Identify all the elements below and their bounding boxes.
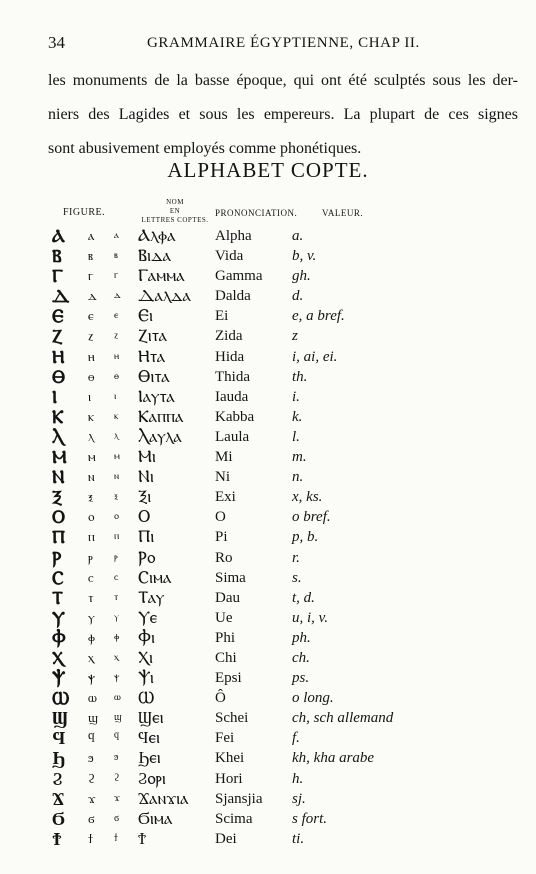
coptic-name: Ϭⲓⲙⲁ	[138, 808, 173, 828]
table-row	[0, 789, 536, 809]
figure-medium: ⲍ	[88, 328, 94, 344]
pronunciation: Hori	[215, 770, 243, 787]
figure-small: ⲏ	[114, 350, 120, 362]
coptic-name: Ⲓⲁⲩⲧⲁ	[138, 386, 175, 406]
running-title: GRAMMAIRE ÉGYPTIENNE, CHAP II.	[147, 35, 420, 51]
figure-medium: ϩ	[88, 770, 96, 786]
figure-large: Ⲙ	[52, 447, 67, 468]
pronunciation: Ô	[215, 690, 226, 707]
table-row	[0, 568, 536, 588]
column-header-value: VALEUR.	[322, 208, 364, 218]
figure-medium: ⲟ	[88, 509, 95, 525]
pronunciation: Exi	[215, 489, 236, 506]
figure-medium: ⲕ	[88, 408, 94, 424]
pronunciation: Epsi	[215, 670, 242, 687]
figure-small: ⲡ	[114, 531, 120, 543]
pronunciation: Dei	[215, 830, 237, 847]
figure-large: Ⲟ	[52, 507, 66, 528]
coptic-name: Ϫⲁⲛϫⲓⲁ	[138, 788, 189, 808]
table-row	[0, 266, 536, 286]
coptic-name: Ⲯⲓ	[138, 668, 154, 688]
figure-medium: ⲏ	[88, 348, 95, 364]
value: h.	[292, 770, 304, 787]
figure-large: Ⲯ	[52, 668, 66, 689]
pronunciation: Dalda	[215, 288, 251, 305]
table-row	[0, 427, 536, 447]
figure-small: ⲩ	[114, 611, 120, 623]
figure-large: Ⲥ	[52, 567, 64, 588]
figure-large: Ⲭ	[52, 647, 64, 668]
coptic-name: Ⲱ	[138, 688, 155, 708]
pronunciation: Laula	[215, 428, 250, 445]
coptic-name: Ⲩⲉ	[138, 607, 158, 627]
figure-large: Ϥ	[52, 728, 66, 749]
coptic-name: Ⲕⲁⲡⲡⲁ	[138, 406, 184, 426]
figure-medium: ⲉ	[88, 308, 94, 324]
coptic-name: Ⲟ	[138, 507, 151, 527]
figure-small: ⲯ	[114, 672, 120, 684]
pronunciation: Vida	[215, 248, 244, 265]
column-header-nom-line: EN	[169, 207, 181, 215]
coptic-name: Ⲛⲓ	[138, 467, 154, 487]
figure-large: Ⲓ	[52, 386, 58, 407]
figure-medium: ⲱ	[88, 690, 97, 706]
figure-large: Ϯ	[52, 828, 62, 849]
pronunciation: Ni	[215, 469, 230, 486]
coptic-name: Ⲧⲁⲩ	[138, 587, 165, 607]
figure-medium: ⲛ	[88, 469, 95, 485]
figure-large: Ⲡ	[52, 527, 66, 548]
pronunciation: O	[215, 509, 226, 526]
table-row	[0, 507, 536, 527]
table-row	[0, 447, 536, 467]
pronunciation: Scima	[215, 810, 253, 827]
figure-small: ⲫ	[114, 631, 120, 643]
table-row	[0, 487, 536, 507]
table-row	[0, 367, 536, 387]
table-row	[0, 548, 536, 568]
figure-medium: ϥ	[88, 730, 95, 746]
coptic-name: Ⲍⲓⲧⲁ	[138, 326, 168, 346]
table-row	[0, 347, 536, 367]
figure-large: Ⲃ	[52, 246, 62, 267]
figure-large: Ⲩ	[52, 607, 65, 628]
figure-medium: ϭ	[88, 810, 95, 826]
pronunciation: Phi	[215, 629, 236, 646]
table-row	[0, 608, 536, 628]
figure-medium: ⲡ	[88, 529, 95, 545]
coptic-name: Ⲝⲓ	[138, 487, 152, 507]
pronunciation: Sima	[215, 569, 246, 586]
figure-small: ⲑ	[114, 370, 119, 382]
table-row	[0, 648, 536, 668]
value: a.	[292, 228, 304, 244]
figure-small: ⲟ	[114, 511, 119, 523]
table-row	[0, 829, 536, 849]
table-row	[0, 467, 536, 487]
figure-small: ⲥ	[114, 571, 119, 583]
figure-medium: ⲭ	[88, 649, 94, 665]
figure-large: Ⲗ	[52, 426, 64, 447]
value: z	[292, 328, 298, 345]
figure-large: Ⲅ	[52, 266, 64, 287]
coptic-name: Ⲭⲓ	[138, 647, 154, 667]
intro-line: niers des Lagides et sous les empereurs. La plupart de ces signes	[48, 106, 518, 123]
figure-small: ⲉ	[114, 310, 119, 322]
figure-small: ⲭ	[114, 651, 119, 663]
pronunciation: Thida	[215, 368, 250, 385]
value: p, b.	[292, 529, 319, 546]
table-row	[0, 708, 536, 728]
pronunciation: Pi	[215, 529, 228, 546]
figure-small: ⲙ	[114, 451, 120, 463]
value: u, i, v.	[292, 609, 328, 626]
figure-medium: ⲯ	[88, 670, 96, 686]
alphabet-table	[0, 226, 536, 849]
value: ch, sch allemand	[292, 710, 394, 727]
value: ch.	[292, 649, 310, 666]
value: kh, kha arabe	[292, 750, 375, 767]
figure-small: ϯ	[114, 832, 118, 844]
table-row	[0, 286, 536, 306]
table-row	[0, 688, 536, 708]
table-row	[0, 326, 536, 346]
figure-medium: ⲃ	[88, 248, 93, 264]
figure-large: Ⲱ	[52, 688, 70, 709]
coptic-name: Ϥⲉⲓ	[138, 728, 161, 748]
coptic-name: Ⲅⲁⲙⲙⲁ	[138, 266, 185, 286]
coptic-name: Ϯ	[138, 828, 147, 848]
column-header-nom-line: NOM	[166, 198, 184, 206]
figure-medium: ϧ	[88, 750, 94, 766]
coptic-name: Ⲃⲓⲇⲁ	[138, 246, 172, 266]
figure-small: ⲕ	[114, 410, 119, 422]
figure-medium: ⲓ	[88, 388, 92, 404]
figure-small: ⲣ	[114, 551, 118, 563]
pronunciation: Zida	[215, 328, 243, 345]
value: ps.	[292, 670, 310, 687]
figure-medium: ϫ	[88, 790, 96, 806]
coptic-name: Ⲁⲗⲫⲁ	[138, 226, 176, 245]
pronunciation: Sjansjia	[215, 790, 263, 807]
figure-large: Ⲣ	[52, 547, 62, 568]
pronunciation: Ei	[215, 308, 229, 325]
table-row	[0, 226, 536, 246]
pronunciation: Fei	[215, 730, 235, 747]
figure-large: Ϧ	[52, 748, 66, 769]
table-row	[0, 628, 536, 648]
figure-large: Ⲛ	[52, 467, 65, 488]
table-row	[0, 809, 536, 829]
pronunciation: Iauda	[215, 388, 249, 405]
value: f.	[292, 730, 300, 747]
value: l.	[292, 428, 300, 445]
column-header-nom	[140, 198, 210, 225]
figure-large: Ⲍ	[52, 326, 63, 347]
value: m.	[292, 449, 307, 466]
pronunciation: Khei	[215, 750, 245, 767]
figure-small: ⲛ	[114, 471, 120, 483]
section-title: ALPHABET COPTE.	[167, 158, 369, 182]
figure-medium: ⲝ	[88, 489, 93, 505]
value: i.	[292, 388, 300, 405]
figure-large: Ⲫ	[52, 627, 66, 648]
pronunciation: Ro	[215, 549, 233, 566]
coptic-name: Ϧⲉⲓ	[138, 748, 161, 768]
coptic-name: Ⲗⲁⲩⲗⲁ	[138, 426, 182, 446]
value: i, ai, ei.	[292, 348, 338, 365]
figure-medium: ⲫ	[88, 629, 95, 645]
coptic-name: Ⲏⲧⲁ	[138, 346, 166, 366]
figure-large: Ⲏ	[52, 346, 65, 367]
page-number: 34	[48, 33, 65, 52]
figure-small: ϥ	[114, 732, 120, 744]
figure-small: ⲧ	[114, 591, 119, 603]
figure-small: ϩ	[114, 772, 120, 784]
figure-small: ⲓ	[114, 390, 117, 402]
coptic-name: Ϣⲉⲓ	[138, 708, 164, 728]
figure-small: ⲝ	[114, 491, 118, 503]
table-row	[0, 588, 536, 608]
value: t, d.	[292, 589, 315, 606]
pronunciation: Hida	[215, 348, 245, 365]
figure-large: Ϣ	[52, 708, 68, 729]
figure-medium: ϣ	[88, 710, 99, 726]
figure-small: ⲁ	[114, 230, 119, 241]
figure-large: Ϫ	[52, 788, 65, 809]
value: sj.	[292, 790, 306, 807]
value: x, ks.	[292, 489, 323, 506]
value: th.	[292, 368, 308, 385]
value: s fort.	[292, 810, 328, 827]
figure-small: ⲗ	[114, 430, 119, 442]
value: ph.	[292, 629, 311, 646]
figure-large: Ⲁ	[52, 226, 65, 246]
coptic-name: Ⲑⲓⲧⲁ	[138, 366, 170, 386]
value: o long.	[292, 690, 334, 707]
value: b, v.	[292, 248, 317, 265]
figure-large: Ⲑ	[52, 366, 66, 387]
coptic-name: Ⲫⲓ	[138, 627, 155, 647]
table-row	[0, 668, 536, 688]
pronunciation: Mi	[215, 449, 233, 466]
value: o bref.	[292, 509, 331, 526]
figure-medium: ⲩ	[88, 609, 95, 625]
figure-large: Ⲝ	[52, 487, 62, 508]
table-row	[0, 407, 536, 427]
table-row	[0, 748, 536, 768]
figure-medium: ⲣ	[88, 549, 93, 565]
table-row	[0, 728, 536, 748]
value: gh.	[292, 268, 311, 285]
coptic-name: Ⲙⲓ	[138, 447, 156, 467]
figure-medium: ⲙ	[88, 449, 96, 465]
table-row	[0, 527, 536, 547]
figure-medium: ϯ	[88, 830, 94, 846]
value: s.	[292, 569, 302, 586]
pronunciation: Dau	[215, 589, 240, 606]
pronunciation: Gamma	[215, 268, 263, 285]
value: k.	[292, 408, 303, 425]
figure-large: Ϭ	[52, 808, 66, 829]
figure-large: Ⲇ	[52, 286, 70, 307]
intro-line: les monuments de la basse époque, qui ont été sculptés sous les der-	[48, 72, 518, 89]
pronunciation: Schei	[215, 710, 249, 727]
value: e, a bref.	[292, 308, 345, 325]
value: n.	[292, 469, 304, 486]
table-row	[0, 387, 536, 407]
figure-small: ⲃ	[114, 250, 118, 262]
table-row	[0, 769, 536, 789]
figure-small: ⲍ	[114, 330, 119, 342]
column-header-nom-line: LETTRES COPTES.	[141, 216, 209, 224]
figure-small: ϭ	[114, 812, 120, 824]
figure-small: ϧ	[114, 752, 119, 764]
value: r.	[292, 549, 300, 566]
pronunciation: Ue	[215, 609, 233, 626]
figure-medium: ⲇ	[88, 288, 97, 304]
pronunciation: Chi	[215, 649, 237, 666]
figure-medium: ⲅ	[88, 268, 94, 284]
figure-small: ϣ	[114, 712, 122, 724]
figure-large: Ϩ	[52, 768, 64, 789]
coptic-name: Ⲉⲓ	[138, 306, 154, 326]
figure-large: Ⲕ	[52, 406, 64, 427]
pronunciation: Alpha	[215, 228, 252, 244]
table-row	[0, 306, 536, 326]
figure-small: ⲇ	[114, 290, 121, 302]
value: d.	[292, 288, 304, 305]
figure-small: ⲱ	[114, 692, 121, 704]
figure-medium: ⲧ	[88, 589, 94, 605]
figure-small: ϫ	[114, 792, 120, 804]
figure-medium: ⲥ	[88, 569, 94, 585]
figure-small: ⲅ	[114, 270, 119, 282]
value: ti.	[292, 830, 305, 847]
intro-line: sont abusivement employés comme phonétiques.	[48, 140, 362, 157]
figure-medium: ⲑ	[88, 368, 95, 384]
column-header-figure: FIGURE.	[63, 207, 106, 218]
figure-medium: ⲗ	[88, 428, 95, 444]
coptic-name: Ⲣⲟ	[138, 547, 156, 567]
coptic-name: Ⲥⲓⲙⲁ	[138, 567, 172, 587]
coptic-name: Ⲇⲁⲗⲇⲁ	[138, 286, 192, 306]
table-row	[0, 246, 536, 266]
coptic-name: Ϩⲟⲣⲓ	[138, 768, 166, 788]
intro-paragraph	[48, 64, 518, 166]
column-header-pronunciation: PRONONCIATION.	[215, 208, 298, 218]
figure-large: Ⲉ	[52, 306, 64, 327]
pronunciation: Kabba	[215, 408, 255, 425]
figure-large: Ⲧ	[52, 587, 64, 608]
coptic-name: Ⲡⲓ	[138, 527, 155, 547]
figure-medium: ⲁ	[88, 228, 95, 243]
